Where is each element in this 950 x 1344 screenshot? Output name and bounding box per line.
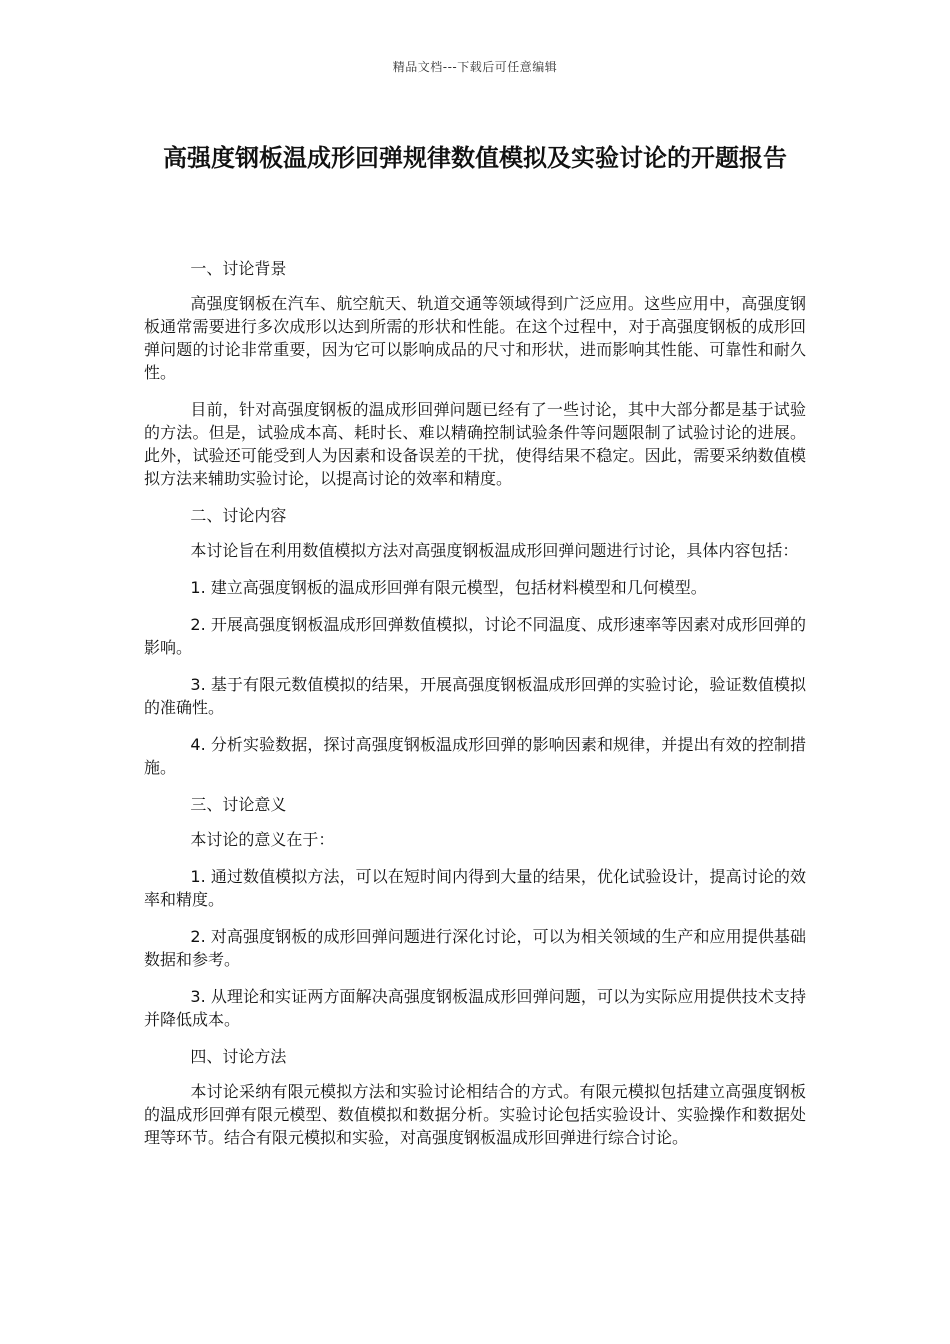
header-note: 精品文档---下载后可任意编辑 xyxy=(392,60,558,74)
paragraph: 本讨论旨在利用数值模拟方法对高强度钢板温成形回弹问题进行讨论，具体内容包括： xyxy=(190,541,799,560)
document-body xyxy=(144,257,806,1163)
paragraph: 本讨论采纳有限元模拟方法和实验讨论相结合的方式。有限元模拟包括建立高强度钢板的温成形回弹有限元模型、数值模拟和数据分析。实验讨论包括实验设计、实验操作和数据处理等环节。结合有限元模拟和实验，对高强度钢板温成形回弹进行综合讨论。 xyxy=(144,1082,806,1147)
list-item: 4. 分析实验数据，探讨高强度钢板温成形回弹的影响因素和规律，并提出有效的控制措施。 xyxy=(144,735,806,777)
section-heading-significance: 三、讨论意义 xyxy=(190,795,287,814)
paragraph: 本讨论的意义在于： xyxy=(190,830,335,849)
list-item: 2. 对高强度钢板的成形回弹问题进行深化讨论，可以为相关领域的生产和应用提供基础数据和参考。 xyxy=(144,927,806,969)
list-item: 3. 基于有限元数值模拟的结果，开展高强度钢板温成形回弹的实验讨论，验证数值模拟的准确性。 xyxy=(144,675,806,717)
section-heading-method: 四、讨论方法 xyxy=(190,1047,287,1066)
section-heading-background: 一、讨论背景 xyxy=(190,259,287,278)
list-item: 1. 建立高强度钢板的温成形回弹有限元模型，包括材料模型和几何模型。 xyxy=(190,578,707,597)
list-item: 3. 从理论和实证两方面解决高强度钢板温成形回弹问题，可以为实际应用提供技术支持并降低成本。 xyxy=(144,987,806,1029)
paragraph: 高强度钢板在汽车、航空航天、轨道交通等领域得到广泛应用。这些应用中，高强度钢板通常需要进行多次成形以达到所需的形状和性能。在这个过程中，对于高强度钢板的成形回弹问题的讨论非常重要，因为它可以影响成品的尺寸和形状，进而影响其性能、可靠性和耐久性。 xyxy=(144,294,806,382)
document-title: 高强度钢板温成形回弹规律数值模拟及实验讨论的开题报告 xyxy=(163,144,787,172)
paragraph: 目前，针对高强度钢板的温成形回弹问题已经有了一些讨论，其中大部分都是基于试验的方法。但是，试验成本高、耗时长、难以精确控制试验条件等问题限制了试验讨论的进展。此外，试验还可能受到人为因素和设备误差的干扰，使得结果不稳定。因此，需要采纳数值模拟方法来辅助实验讨论，以提高讨论的效率和精度。 xyxy=(144,400,806,488)
section-heading-content: 二、讨论内容 xyxy=(190,506,287,525)
list-item: 1. 通过数值模拟方法，可以在短时间内得到大量的结果，优化试验设计，提高讨论的效率和精度。 xyxy=(144,867,806,909)
list-item: 2. 开展高强度钢板温成形回弹数值模拟，讨论不同温度、成形速率等因素对成形回弹的影响。 xyxy=(144,615,806,657)
